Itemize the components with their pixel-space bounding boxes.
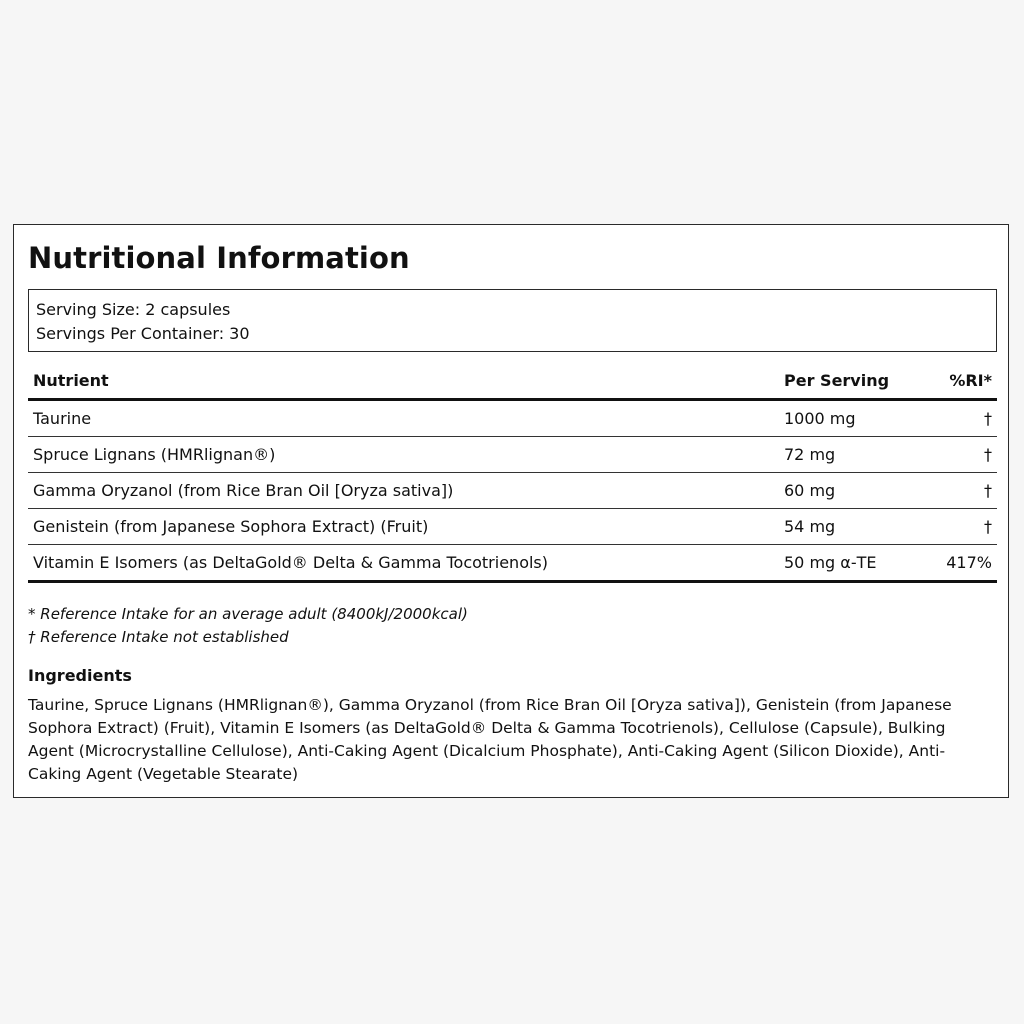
table-row [28,473,997,509]
table-row [28,437,997,473]
ingredients-heading: Ingredients [28,666,132,685]
panel-title: Nutritional Information [28,241,410,275]
nutrient-amount: 72 mg [779,437,937,473]
nutrient-name: Spruce Lignans (HMRlignan®) [28,437,779,473]
nutrient-name: Vitamin E Isomers (as DeltaGold® Delta & Gamma Tocotrienols) [28,545,779,582]
nutrient-ri: † [937,473,997,509]
nutrient-amount: 50 mg α-TE [779,545,937,582]
footnote-not-established: † Reference Intake not established [28,628,289,646]
footnote-reference-intake: * Reference Intake for an average adult (8400kJ/2000kcal) [28,605,468,623]
table-header-row [28,362,997,400]
nutrient-ri: † [937,400,997,437]
nutrient-ri: † [937,437,997,473]
nutrition-panel [13,224,1009,798]
table-row [28,400,997,437]
nutrient-name: Genistein (from Japanese Sophora Extract) (Fruit) [28,509,779,545]
servings-per-container: Servings Per Container: 30 [36,324,250,343]
table-row [28,545,997,582]
header-ri: %RI* [937,362,997,400]
nutrient-amount: 1000 mg [779,400,937,437]
header-nutrient: Nutrient [28,362,779,400]
nutrient-ri: 417% [937,545,997,582]
nutrient-table [28,362,997,583]
serving-size: Serving Size: 2 capsules [36,300,231,319]
nutrient-amount: 60 mg [779,473,937,509]
ingredients-text: Taurine, Spruce Lignans (HMRlignan®), Gamma Oryzanol (from Rice Bran Oil [Oryza sativa]), Genistein (from Japanese Sophora Extract) (Fruit), Vitamin E Isomers (as DeltaGold® Delta & Gamma Tocotrienols), Cellulose (Capsule), Bulking Agent (Microcrystalline Cellulose), Anti-Caking Agent (Dicalcium Phosphate), Anti-Caking Agent (Silicon Dioxide), Anti-Caking Agent (Vegetable Stearate) [28,696,952,783]
header-per-serving: Per Serving [779,362,937,400]
footnotes [28,603,468,649]
nutrient-amount: 54 mg [779,509,937,545]
table-row [28,509,997,545]
nutrient-ri: † [937,509,997,545]
serving-info-box [28,289,997,352]
nutrient-name: Gamma Oryzanol (from Rice Bran Oil [Oryza sativa]) [28,473,779,509]
nutrient-name: Taurine [28,400,779,437]
